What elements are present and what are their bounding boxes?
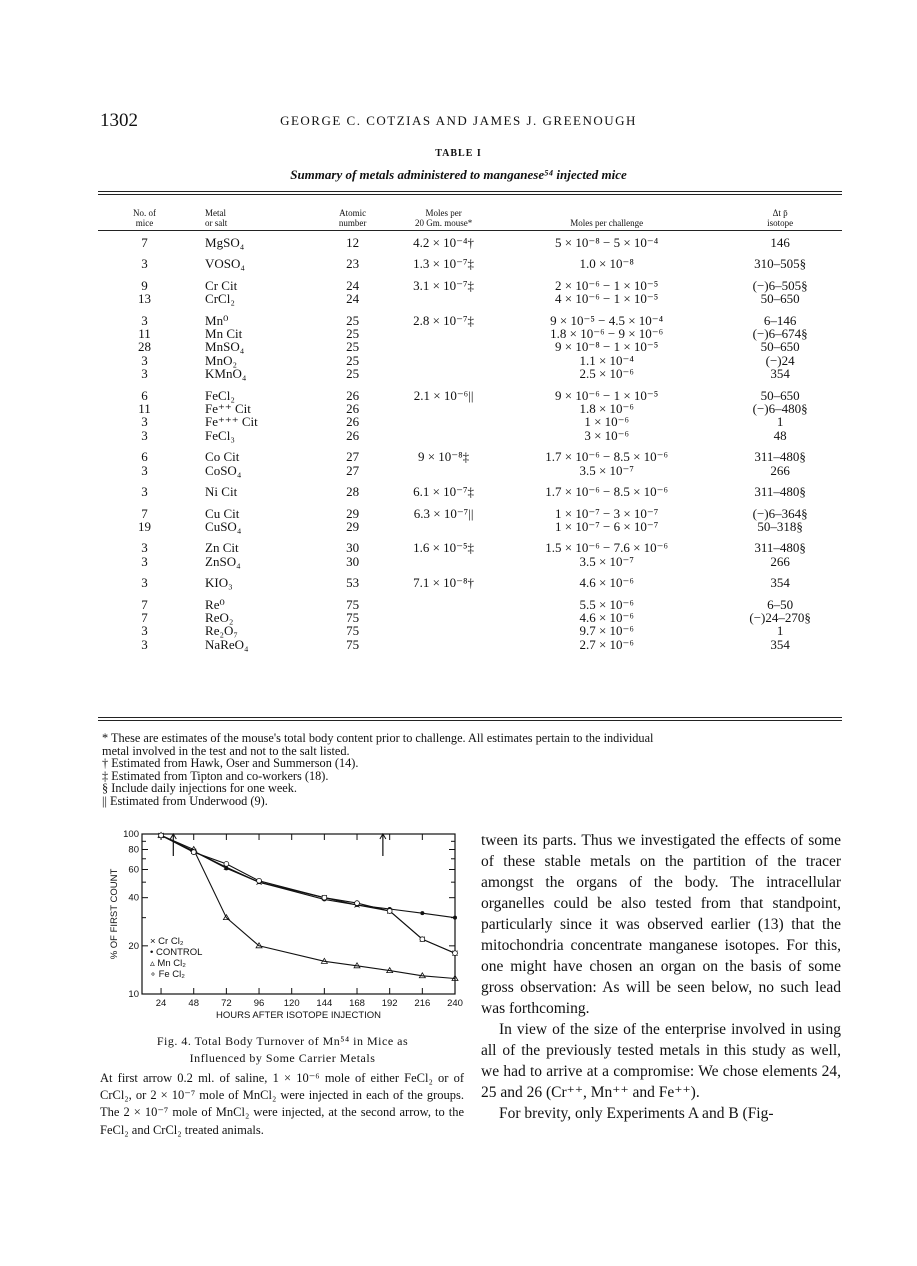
column-header	[191, 202, 313, 228]
figure-caption-body: At first arrow 0.2 ml. of saline, 1 × 10⁻⁶ mole of either FeCl₂ or of CrCl₂, or 2 × 10⁻⁷ mole of MnCl₂ were injected in each of the groups. The 2 × 10⁻⁷ mole of MnCl₂ were injected, at the second arrow, to the FeCl₂ and CrCl₂ treated animals.	[100, 1071, 464, 1137]
table-cell: Co Cit	[205, 449, 240, 465]
table-row	[98, 367, 842, 380]
data-point-fecl2	[453, 951, 458, 956]
table-row	[98, 327, 842, 340]
table-cell: Re₂O₇	[205, 623, 238, 639]
table-row	[98, 442, 842, 463]
data-point-control	[420, 911, 424, 915]
table-cell: 4 × 10⁻⁶ − 1 × 10⁻⁵	[555, 291, 659, 307]
table-cell: 48	[773, 427, 787, 443]
table-cell: Mn⁰	[205, 312, 229, 328]
table-cell: Mn Cit	[205, 326, 243, 342]
table-cell: 3.5 × 10⁻⁷	[579, 553, 634, 569]
table-cell: Re⁰	[205, 596, 225, 612]
x-tick-label: 120	[283, 998, 300, 1009]
x-tick-label: 72	[221, 998, 232, 1009]
table-row	[98, 520, 842, 533]
column-header-line: isotope	[767, 218, 794, 228]
table-row	[98, 624, 842, 637]
x-axis-label: HOURS AFTER ISOTOPE INJECTION	[215, 1010, 382, 1021]
table-cell	[392, 292, 495, 305]
table-cell: 1.7 × 10⁻⁶ − 8.5 × 10⁻⁶	[545, 484, 669, 500]
data-point-fecl2	[257, 878, 262, 883]
table-cell: 3	[141, 553, 148, 569]
column-header	[98, 202, 191, 228]
data-point-fecl2	[191, 850, 196, 855]
y-tick-label: 40	[128, 892, 139, 904]
table-cell: 3.5 × 10⁻⁷	[579, 462, 634, 478]
table-cell	[392, 464, 495, 477]
table-cell: 50–650	[760, 291, 800, 307]
x-tick-label: 168	[349, 998, 365, 1009]
table-cell: 1.0 × 10⁻⁸	[579, 256, 634, 272]
column-header	[718, 202, 842, 228]
table-cell: 3	[141, 366, 148, 382]
table-cell: 4.6 × 10⁻⁶	[579, 575, 634, 591]
table-cell: 26	[346, 387, 360, 403]
table-cell: 3	[141, 427, 148, 443]
series-line	[161, 835, 455, 917]
plot-frame	[142, 834, 455, 994]
table-cell: ReO₂	[205, 609, 234, 625]
data-point-control	[453, 916, 457, 920]
table-cell: 1.8 × 10⁻⁶	[579, 401, 634, 417]
table-cell: 4.6 × 10⁻⁶	[579, 609, 634, 625]
table-row	[98, 590, 842, 611]
table-row	[98, 292, 842, 305]
table-cell: 3	[141, 414, 148, 430]
table-cell: 311–480§	[754, 449, 806, 465]
table-row	[98, 402, 842, 415]
table-cell: 7	[141, 596, 148, 612]
table-cell: 1 × 10⁻⁶	[584, 414, 630, 430]
legend-entry: × Cr Cl₂	[150, 936, 184, 947]
table-cell: VOSO₄	[205, 256, 245, 272]
table-bottom-rule-2	[98, 720, 842, 721]
table-cell: (−)6–480§	[752, 401, 808, 417]
table-row	[98, 477, 842, 498]
footnote: § Include daily injections for one week.	[102, 781, 297, 796]
data-point-control	[224, 866, 228, 870]
table-bottom-rule	[98, 717, 842, 718]
table-cell: CoSO₄	[205, 462, 242, 478]
table-cell: 354	[770, 366, 790, 382]
table-cell: 3.1 × 10⁻⁷‡	[413, 277, 475, 293]
y-tick-label: 60	[128, 864, 139, 876]
footnote: metal involved in the test and not to the salt listed.	[102, 743, 350, 758]
table-cell	[392, 555, 495, 568]
legend-entry: • CONTROL	[150, 947, 203, 958]
table-row	[98, 568, 842, 589]
table-cell: 9	[141, 277, 148, 293]
table-cell: Cr Cit	[205, 277, 238, 293]
table-cell: 1 × 10⁻⁷ − 3 × 10⁻⁷	[555, 505, 659, 521]
table-cell: 23	[346, 256, 360, 272]
table-cell: 53	[346, 575, 360, 591]
data-point-fecl2	[387, 909, 392, 914]
table-cell: 6.1 × 10⁻⁷‡	[413, 484, 475, 500]
table-cell: 12	[346, 235, 360, 250]
table-cell: 25	[346, 326, 360, 342]
table-cell: 6	[141, 387, 148, 403]
table-cell: 19	[138, 518, 152, 534]
legend-entry: ▵ Mn Cl₂	[150, 958, 186, 969]
table-cell	[392, 624, 495, 637]
x-tick-label: 144	[316, 998, 333, 1009]
table-cell: 25	[346, 366, 360, 382]
table-cell: 5 × 10⁻⁸ − 5 × 10⁻⁴	[555, 235, 659, 250]
body-paragraph: For brevity, only Experiments A and B (Fig-	[499, 1105, 774, 1122]
column-header-line: Atomic	[339, 208, 367, 218]
table-cell: (−)24	[765, 352, 795, 368]
x-tick-label: 96	[253, 998, 265, 1009]
table-cell: FeCl₃	[205, 427, 235, 443]
column-header-line: Metal	[205, 208, 227, 218]
table-row	[98, 464, 842, 477]
table-cell: 26	[346, 414, 360, 430]
table-cell: 26	[346, 427, 360, 443]
table-cell: 3	[141, 462, 148, 478]
column-header	[313, 202, 392, 228]
column-header-line: Moles per	[425, 208, 462, 218]
table-cell: Zn Cit	[205, 540, 239, 556]
table-cell: 3	[141, 484, 148, 500]
table-cell: 6–50	[767, 596, 794, 612]
table-cell: 1.6 × 10⁻⁵‡	[413, 540, 475, 556]
page-number: 1302	[100, 110, 138, 131]
table-cell: 75	[346, 596, 360, 612]
table-cell: 1 × 10⁻⁷ − 6 × 10⁻⁷	[555, 518, 659, 534]
table-cell: Ni Cit	[205, 484, 238, 500]
table-cell: 354	[770, 575, 790, 591]
table-cell	[392, 590, 495, 611]
data-point-fecl2	[322, 895, 327, 900]
table-cell: 310–505§	[754, 256, 807, 272]
table-cell: 11	[138, 401, 151, 417]
table-cell: 146	[770, 235, 790, 250]
table-cell	[392, 367, 495, 380]
table-cell: 30	[346, 553, 360, 569]
table-cell: 3	[141, 636, 148, 652]
body-paragraph: In view of the size of the enterprise involved in using all of the previously tested metals in this study as well, we had to arrive at a compromise: We chose elements 24, 25 and 26 (Cr⁺⁺, Mn⁺⁺ and Fe⁺⁺).	[481, 1021, 841, 1101]
table-cell: 28	[346, 484, 360, 500]
footnote: || Estimated from Underwood (9).	[102, 793, 268, 808]
table-cell: FeCl₂	[205, 387, 235, 403]
table-cell: CrCl₂	[205, 291, 235, 307]
table-cell: 3	[141, 623, 148, 639]
table-row	[98, 249, 842, 270]
table-cell: 1.7 × 10⁻⁶ − 8.5 × 10⁻⁶	[545, 449, 669, 465]
table-cell	[392, 327, 495, 340]
table-cell	[392, 520, 495, 533]
table-cell: 24	[346, 277, 360, 293]
table-cell: 2.1 × 10⁻⁶||	[413, 387, 474, 403]
table-cell: 25	[346, 352, 360, 368]
table-row	[98, 340, 842, 353]
table-cell: 29	[346, 505, 360, 521]
table-cell: 1	[776, 623, 784, 639]
table-cell: 7.1 × 10⁻⁸†	[413, 575, 475, 591]
table-cell: 3	[141, 575, 148, 591]
table-cell: MnO₂	[205, 352, 238, 368]
table-top-rule-2	[98, 194, 842, 195]
table-cell: Fe⁺⁺ Cit	[205, 401, 251, 417]
metals-table	[98, 202, 842, 651]
table-cell: (−)6–505§	[752, 277, 808, 293]
table-cell: KIO₃	[205, 575, 233, 591]
table-cell: 50–650	[760, 339, 800, 355]
table-cell: 30	[346, 540, 360, 556]
table-cell: NaReO₄	[205, 636, 249, 652]
table-cell: 6–146	[763, 312, 797, 328]
table-cell: 354	[770, 636, 790, 652]
y-tick-label: 100	[123, 829, 139, 840]
table-cell: 266	[770, 553, 790, 569]
table-cell: 1.1 × 10⁻⁴	[579, 352, 634, 368]
column-header-line: or salt	[205, 218, 228, 228]
table-cell: CuSO₄	[205, 518, 242, 534]
data-point-fecl2	[420, 937, 425, 942]
table-cell: 7	[141, 235, 148, 250]
table-row	[98, 381, 842, 402]
data-point-fecl2	[224, 862, 229, 867]
table-cell: 28	[138, 339, 152, 355]
column-header-line: Moles per challenge	[570, 218, 644, 228]
table-cell: Fe⁺⁺⁺ Cit	[205, 414, 258, 430]
table-row	[98, 271, 842, 292]
table-cell: 311–480§	[754, 540, 806, 556]
y-tick-label: 80	[128, 844, 139, 856]
table-cell	[392, 340, 495, 353]
table-cell: 9 × 10⁻⁵ − 4.5 × 10⁻⁴	[550, 312, 664, 328]
column-header-line: No. of	[133, 208, 157, 218]
table-row	[98, 429, 842, 442]
table-cell: 2.7 × 10⁻⁶	[579, 636, 634, 652]
table-cell: 2 × 10⁻⁶ − 1 × 10⁻⁵	[555, 277, 659, 293]
table-cell: 75	[346, 623, 360, 639]
column-header	[495, 202, 718, 228]
y-axis-label: % OF FIRST COUNT	[109, 868, 120, 960]
data-point-fecl2	[159, 833, 164, 838]
table-cell: 266	[770, 462, 790, 478]
table-cell: (−)6–364§	[752, 505, 808, 521]
column-header-line: mice	[135, 218, 154, 228]
table-cell: (−)6–674§	[752, 326, 808, 342]
y-tick-label: 10	[128, 989, 139, 1000]
table-cell: 75	[346, 609, 360, 625]
table-cell: 3	[141, 352, 148, 368]
table-cell: 26	[346, 401, 360, 417]
table-row	[98, 555, 842, 568]
table-cell	[392, 415, 495, 428]
table-cell: ZnSO₄	[205, 553, 241, 569]
table-cell: 11	[138, 326, 151, 342]
table-cell: 3	[141, 312, 148, 328]
table-cell: 1.8 × 10⁻⁶ − 9 × 10⁻⁶	[550, 326, 664, 342]
table-row	[98, 415, 842, 428]
table-cell	[392, 611, 495, 624]
table-cell: 5.5 × 10⁻⁶	[579, 596, 634, 612]
table-cell: 75	[346, 636, 360, 652]
table-cell: MnSO₄	[205, 339, 245, 355]
footnote: * These are estimates of the mouse's total body content prior to challenge. All estimates pertain to the individual	[102, 731, 654, 745]
x-tick-label: 24	[155, 998, 167, 1009]
data-point-fecl2	[355, 901, 360, 906]
table-cell: 4.2 × 10⁻⁴†	[413, 235, 475, 250]
table-cell: (−)24–270§	[749, 609, 811, 625]
x-tick-label: 192	[381, 998, 398, 1009]
footnote: † Estimated from Hawk, Oser and Summerson (14).	[102, 756, 359, 771]
column-header-line: Δt p̄	[772, 208, 788, 218]
table-cell	[392, 354, 495, 367]
table-cell: 50–318§	[757, 518, 803, 534]
table-cell: 9 × 10⁻⁸ − 1 × 10⁻⁵	[555, 339, 659, 355]
table-row	[98, 638, 842, 651]
figure-caption-title-line2: Influenced by Some Carrier Metals	[189, 1051, 376, 1065]
table-row	[98, 354, 842, 367]
table-cell: 1.3 × 10⁻⁷‡	[413, 256, 475, 272]
figure-caption-title-line1: Fig. 4. Total Body Turnover of Mn⁵⁴ in Mice as	[156, 1034, 409, 1048]
x-tick-label: 48	[188, 998, 200, 1009]
table-cell: 6	[141, 449, 148, 465]
table-cell: 6.3 × 10⁻⁷||	[413, 505, 474, 521]
table-cell: 9 × 10⁻⁸‡	[417, 449, 470, 465]
table-cell: 29	[346, 518, 360, 534]
table-cell: KMnO₄	[205, 366, 247, 382]
table-caption: Summary of metals administered to manganese⁵⁴ injected mice	[290, 167, 627, 182]
x-tick-label: 216	[414, 998, 431, 1009]
table-cell: 3	[141, 540, 148, 556]
table-row	[98, 611, 842, 624]
table-cell: 2.8 × 10⁻⁷‡	[413, 312, 475, 328]
table-cell: 24	[346, 291, 360, 307]
table-cell: 2.5 × 10⁻⁶	[579, 366, 634, 382]
column-header-line: number	[338, 218, 367, 228]
turnover-chart	[105, 826, 465, 1026]
table-cell: 9 × 10⁻⁶ − 1 × 10⁻⁵	[555, 387, 659, 403]
table-cell: 27	[346, 462, 360, 478]
table-cell: 25	[346, 339, 360, 355]
table-cell: 9.7 × 10⁻⁶	[579, 623, 634, 639]
table-cell: 311–480§	[754, 484, 806, 500]
table-row	[98, 499, 842, 520]
table-cell: 27	[346, 449, 360, 465]
legend-entry: ∘ Fe Cl₂	[150, 969, 185, 980]
column-header-line: 20 Gm. mouse*	[414, 218, 473, 228]
table-cell: MgSO₄	[205, 235, 245, 250]
table-cell: 50–650	[760, 387, 800, 403]
running-head: GEORGE C. COTZIAS AND JAMES J. GREENOUGH	[280, 113, 637, 128]
table-footnotes	[102, 732, 847, 808]
y-tick-label: 20	[128, 940, 139, 952]
table-cell: 3 × 10⁻⁶	[584, 427, 630, 443]
table-cell: 1	[776, 414, 784, 430]
body-paragraph: tween its parts. Thus we investigated the effects of some of these stable metals on the partition of the tracer amongst the organs of the body. The intracellular organelles could be also tested from that standpoint, particularly since it was observed earlier (13) that the mitochondria concentrate manganese isotopes. For this, one might have chosen an organ on the basis of some gross observation: As will be seen below, no such lead was forthcoming.	[481, 832, 841, 1017]
table-row	[98, 228, 842, 249]
table-cell: 1.5 × 10⁻⁶ − 7.6 × 10⁻⁶	[545, 540, 669, 556]
table-label: TABLE I	[435, 148, 482, 159]
footnote: ‡ Estimated from Tipton and co-workers (18).	[102, 768, 329, 783]
figure-caption-title	[100, 1033, 465, 1067]
table-row	[98, 533, 842, 554]
table-cell: 13	[138, 291, 152, 307]
x-tick-label: 240	[447, 998, 463, 1009]
body-text	[481, 830, 841, 1124]
table-cell	[392, 429, 495, 442]
table-row	[98, 306, 842, 327]
series-line	[161, 835, 455, 953]
table-top-rule	[98, 191, 842, 192]
table-cell: 7	[141, 505, 148, 521]
table-cell: 7	[141, 609, 148, 625]
table-cell: Cu Cit	[205, 505, 240, 521]
table-cell: 3	[141, 256, 148, 272]
table-cell: 25	[346, 312, 360, 328]
column-header	[392, 202, 495, 228]
table-header-row	[98, 202, 842, 228]
table-cell	[392, 402, 495, 415]
table-cell	[392, 638, 495, 651]
